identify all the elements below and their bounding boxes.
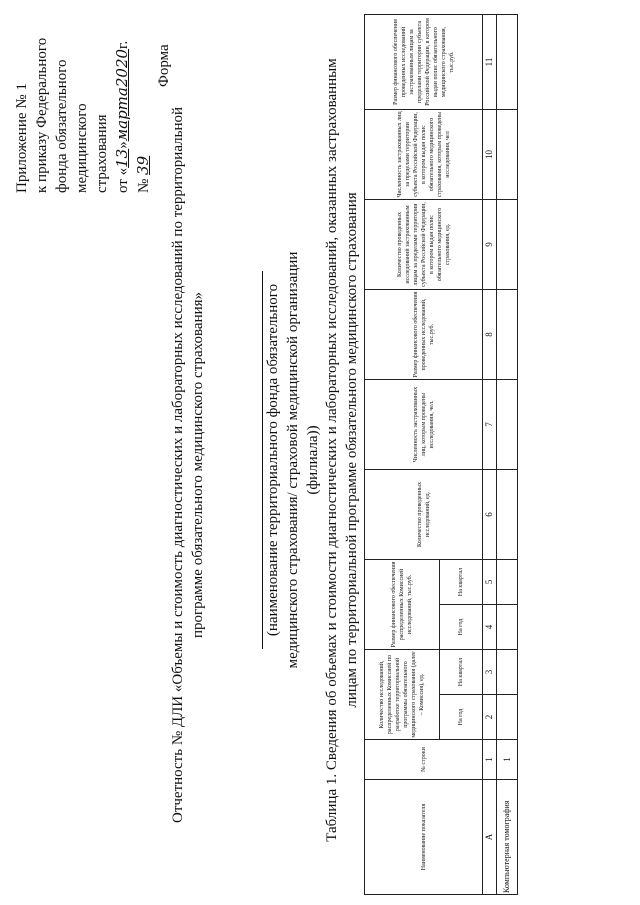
- column-number: 6: [483, 470, 497, 560]
- number-value: 39: [134, 155, 152, 175]
- number-prefix: №: [136, 178, 152, 193]
- column-number: 9: [483, 200, 497, 290]
- subheader-cost-quarter: На квартал: [440, 560, 483, 605]
- header-row-number: № строки: [365, 740, 483, 780]
- subheader-count-quarter: На квартал: [440, 650, 483, 695]
- column-number: 4: [483, 605, 497, 650]
- appendix-date: [112, 33, 133, 193]
- appendix-number: [133, 33, 154, 193]
- column-number: 3: [483, 650, 497, 695]
- date-suffix: г.: [115, 40, 131, 49]
- row-number: 1: [497, 740, 518, 780]
- empty-cell[interactable]: [497, 200, 518, 290]
- appendix-line: страхования: [94, 114, 110, 193]
- appendix-line: фонда обязательного: [54, 59, 70, 193]
- header-outside-cost: Размер финансового обеспечения проведенных исследований застрахованным лицам за пределами территории субъекта Российской Федерации, в котором выдан полис обязательного медицинского страхования, тыс.руб.: [365, 15, 483, 110]
- appendix-line: медицинского: [74, 103, 90, 193]
- column-number: 10: [483, 110, 497, 200]
- column-number: 2: [483, 695, 497, 740]
- data-table: [364, 14, 518, 895]
- column-number: 11: [483, 15, 497, 110]
- column-number: А: [483, 780, 497, 895]
- subheader-cost-year: На год: [440, 605, 483, 650]
- empty-cell[interactable]: [497, 650, 518, 695]
- date-year: 2020: [113, 48, 131, 88]
- empty-cell[interactable]: [497, 15, 518, 110]
- column-number: 1: [483, 740, 497, 780]
- row-name: Компьютерная томография: [497, 780, 518, 895]
- empty-cell[interactable]: [497, 560, 518, 605]
- header-distributed-cost: Размер финансового обеспечения распределенных Комиссией исследований, тыс.руб.: [365, 560, 440, 650]
- date-day: 13: [113, 148, 131, 168]
- header-distributed-count: Количество исследований, распределенных Комиссией по разработке территориальной программы обязательного медицинского страхования (далее – Комиссия), ед.: [365, 650, 440, 740]
- header-outside-count: Количество проведенных исследований застрахованным лицам за пределами территории субъекта Российской Федерации, в котором выдан полис обязательного медицинского страхования, ед.: [365, 200, 483, 290]
- header-row: [365, 15, 440, 895]
- column-number: 7: [483, 380, 497, 470]
- column-number: 5: [483, 560, 497, 605]
- appendix-block: [12, 33, 154, 193]
- date-prefix: от «: [115, 167, 131, 193]
- table-title: Таблица 1. Сведения об объемах и стоимости диагностических и лабораторных исследований, оказанных застрахованным лицам по территориальной программе обязательного медицинского страхования: [324, 58, 360, 842]
- empty-cell[interactable]: [497, 695, 518, 740]
- appendix-line: к приказу Федерального: [34, 37, 50, 193]
- subheader-count-year: На год: [440, 695, 483, 740]
- empty-cell[interactable]: [497, 290, 518, 380]
- form-label: Форма: [156, 44, 172, 87]
- appendix-line: Приложение № 1: [14, 83, 30, 193]
- organization-name-block: [262, 225, 323, 695]
- date-mid: »: [115, 141, 131, 149]
- empty-cell[interactable]: [497, 605, 518, 650]
- header-persons-count: Численность застрахованных лиц, которым проведены исследования, чел.: [365, 380, 483, 470]
- name-caption-line-2: медицинского страхования/ страховой медицинской организации (филиала)): [285, 251, 321, 669]
- table-row: [497, 15, 518, 895]
- header-performed-cost: Размер финансового обеспечения проведенных исследований, тыс.руб.: [365, 290, 483, 380]
- date-month: марта: [113, 87, 131, 142]
- empty-cell[interactable]: [497, 470, 518, 560]
- header-name: Наименование показателя: [365, 780, 483, 895]
- column-number-row: [483, 15, 497, 895]
- column-number: 8: [483, 290, 497, 380]
- header-performed-count: Количество проведенных исследований, ед.: [365, 470, 483, 560]
- report-title: Отчетность № ДЛИ «Объемы и стоимость диагностических и лабораторных исследований по территориальной программе обязательного медицинского страхования»: [170, 106, 206, 824]
- empty-cell[interactable]: [497, 110, 518, 200]
- empty-cell[interactable]: [497, 380, 518, 470]
- name-caption-line-1: (наименование территориального фонда обязательного: [265, 283, 281, 637]
- header-outside-persons: Численность застрахованных лиц за пределами территории субъекта Российской Федерации, в котором выдан полис обязательного медицинского страхования, которым проведены исследования, чел: [365, 110, 483, 200]
